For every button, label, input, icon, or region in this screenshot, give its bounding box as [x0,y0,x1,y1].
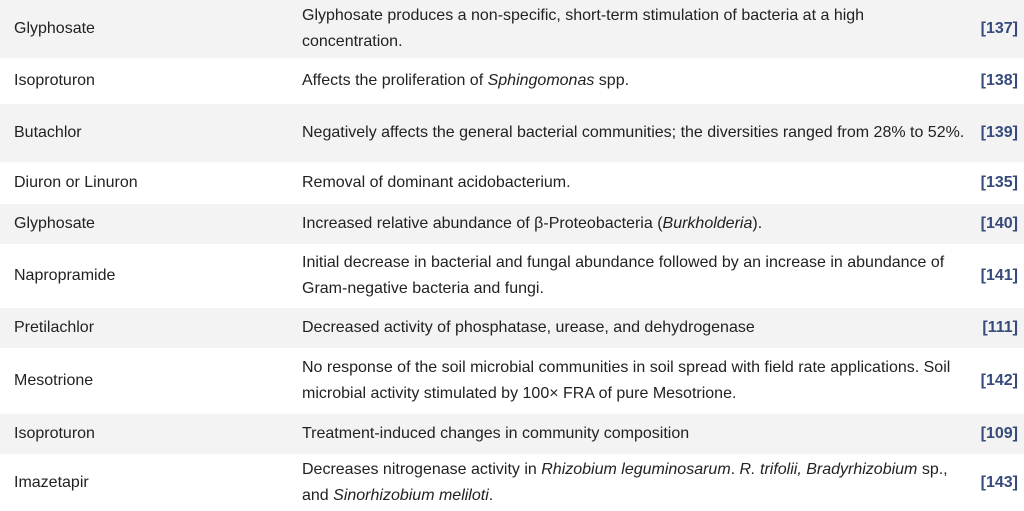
italic-taxon-text: Sinorhizobium meliloti [333,486,489,504]
reference-link[interactable]: [140] [980,215,1018,232]
italic-taxon-text: Burkholderia [662,215,753,232]
effect-text: No response of the soil microbial communities in soil spread with field rate applications. Soil microbial activity stimulated by 100× FRA of pure Mesotrione. [302,359,951,402]
effect-cell [302,250,966,302]
effect-text: Initial decrease in bacterial and fungal abundance followed by an increase in abundance of Gram-negative bacteria and fungi. [302,254,945,297]
herbicide-cell: Glyphosate [14,215,95,232]
effect-text: Affects the proliferation of [302,72,488,89]
effect-text: Decreased activity of phosphatase, urease, and dehydrogenase [302,319,755,336]
table-row [0,104,1024,162]
table-row [0,414,1024,454]
reference-link[interactable]: [139] [980,124,1018,141]
table-row [0,244,1024,308]
herbicide-cell: Pretilachlor [14,319,95,336]
herbicide-cell: Isoproturon [14,425,95,442]
reference-link[interactable]: [142] [980,372,1018,389]
effect-cell [302,421,966,447]
effect-cell [302,3,966,55]
effect-text: ). [752,215,763,232]
herbicide-cell: Glyphosate [14,20,95,37]
italic-taxon-text: Rhizobium leguminosarum [541,460,731,478]
table-row [0,58,1024,104]
italic-taxon-text: R. trifolii, Bradyrhizobium [739,460,918,478]
herbicide-cell: Napropramide [14,267,116,284]
table-row [0,162,1024,204]
effect-cell [302,211,966,237]
effect-text: . [730,460,740,478]
effect-text: spp. [594,72,630,89]
herbicide-cell: Imazetapir [14,473,89,491]
table-row [0,454,1024,511]
reference-link[interactable]: [111] [982,319,1018,336]
table-row [0,308,1024,348]
reference-link[interactable]: [138] [980,72,1018,89]
reference-link[interactable]: [109] [980,425,1018,442]
italic-taxon-text: Sphingomonas [487,72,595,89]
effect-text: Decreases nitrogenase activity in [302,460,542,478]
reference-link[interactable]: [143] [980,473,1018,491]
effect-text: Treatment-induced changes in community composition [302,425,690,442]
effect-cell [302,120,966,146]
effect-text: . [488,486,494,504]
effect-text: Removal of dominant acidobacterium. [302,174,571,191]
effect-text: sp., and [302,460,948,504]
effect-text: Negatively affects the general bacterial communities; the diversities ranged from 28% to 52%. [302,124,965,141]
effect-cell [302,457,966,509]
table-row [0,348,1024,414]
herbicide-cell: Isoproturon [14,72,95,89]
reference-link[interactable]: [135] [980,174,1018,191]
reference-link[interactable]: [137] [980,20,1018,37]
herbicide-cell: Butachlor [14,124,82,141]
effect-text: Increased relative abundance of β-Proteobacteria ( [302,215,663,232]
effect-cell [302,315,966,341]
herbicide-cell: Diuron or Linuron [14,174,138,191]
table-row [0,0,1024,58]
effect-text: Glyphosate produces a non-specific, short-term stimulation of bacteria at a high concentration. [302,7,865,50]
table-row [0,204,1024,244]
effect-cell [302,355,966,407]
reference-link[interactable]: [141] [980,267,1018,284]
effect-cell [302,170,966,196]
herbicide-cell: Mesotrione [14,372,94,389]
effect-cell [302,68,966,94]
